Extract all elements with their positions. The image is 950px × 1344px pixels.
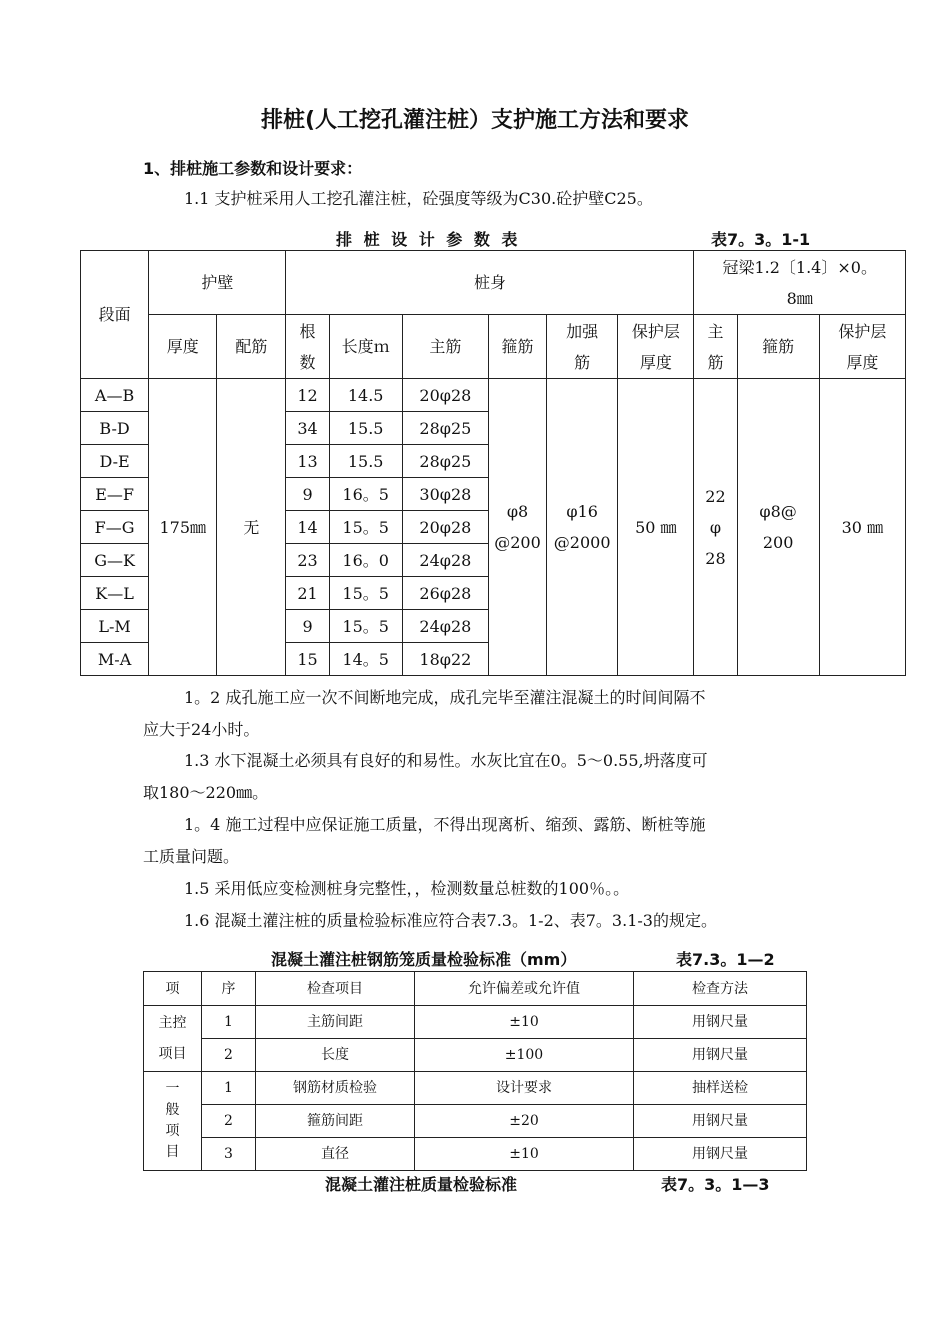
group-general	[144, 1072, 202, 1171]
header-cover-line2: 厚度	[639, 352, 672, 372]
cell-allowance: 设计要求	[415, 1072, 634, 1105]
cell-count: 13	[286, 445, 329, 478]
section-heading: 1、排桩施工参数和设计要求：	[143, 159, 363, 178]
pile-design-table	[80, 250, 906, 676]
header-strength-bar	[547, 315, 618, 379]
cell-length: 15。5	[329, 610, 402, 643]
cell-wall-thickness: 175㎜	[149, 379, 217, 676]
cell-count: 15	[286, 643, 329, 676]
header-seq: 序	[202, 972, 256, 1006]
cell-beam-main-line3: 28	[705, 548, 726, 568]
cell-method: 用钢尺量	[634, 1039, 807, 1072]
cell-cover: 50 ㎜	[618, 379, 694, 676]
table-row	[144, 1138, 807, 1171]
cell-allowance: ±20	[415, 1105, 634, 1138]
cell-section: B-D	[81, 412, 149, 445]
cell-check-item: 箍筋间距	[256, 1105, 415, 1138]
header-cover	[618, 315, 694, 379]
header-item: 项	[144, 972, 202, 1006]
cell-length: 14。5	[329, 643, 402, 676]
paragraph-1-5: 1.5 采用低应变检测桩身完整性，，检测数量总桩数的100％。。	[184, 879, 630, 898]
cell-main-bar: 20φ28	[402, 379, 488, 412]
cell-length: 15。5	[329, 577, 402, 610]
table1-caption: 排 桩 设 计 参 数 表	[336, 230, 521, 249]
cell-count: 23	[286, 544, 329, 577]
cell-length: 16。0	[329, 544, 402, 577]
cell-main-bar: 24φ28	[402, 544, 488, 577]
cell-check-item: 直径	[256, 1138, 415, 1171]
cell-check-item: 钢筋材质检验	[256, 1072, 415, 1105]
header-beam-stirrup: 箍筋	[737, 315, 819, 379]
cell-length: 16。5	[329, 478, 402, 511]
cell-allowance: ±100	[415, 1039, 634, 1072]
cell-wall-rebar: 无	[217, 379, 286, 676]
cell-method: 用钢尺量	[634, 1138, 807, 1171]
cell-main-bar: 18φ22	[402, 643, 488, 676]
paragraph-1-2-line1: 1。2 成孔施工应一次不间断地完成，成孔完毕至灌注混凝土的时间间隔不	[184, 688, 706, 707]
table3-caption: 混凝土灌注桩质量检验标准	[325, 1175, 518, 1194]
cell-beam-stirrup-line1: φ8@	[759, 502, 797, 521]
cell-main-bar: 28φ25	[402, 445, 488, 478]
cell-strength-line1: φ16	[566, 502, 598, 521]
cell-main-bar: 28φ25	[402, 412, 488, 445]
header-section: 段面	[81, 251, 149, 379]
group-general-line1: 一	[165, 1081, 180, 1097]
group-main-control-line2: 项目	[158, 1045, 187, 1062]
cell-length: 14.5	[329, 379, 402, 412]
group-main-control	[144, 1006, 202, 1072]
header-length: 长度ｍ	[329, 315, 402, 379]
header-stirrup: 箍筋	[488, 315, 546, 379]
cell-seq: 3	[202, 1138, 256, 1171]
cell-allowance: ±10	[415, 1006, 634, 1039]
cell-section: D-E	[81, 445, 149, 478]
cell-section: K—L	[81, 577, 149, 610]
cell-section: E—F	[81, 478, 149, 511]
cell-seq: 1	[202, 1006, 256, 1039]
cell-section: G—K	[81, 544, 149, 577]
cell-stirrup	[488, 379, 546, 676]
table-row	[144, 1006, 807, 1039]
group-general-line3: 项	[165, 1123, 180, 1139]
cell-strength-bar	[547, 379, 618, 676]
paragraph-1-2-line2: 应大于24小时。	[143, 720, 260, 739]
cell-beam-main	[694, 379, 737, 676]
cell-count: 21	[286, 577, 329, 610]
cell-method: 抽样送检	[634, 1072, 807, 1105]
header-beam-main-line2: 筋	[707, 352, 724, 372]
cell-count: 12	[286, 379, 329, 412]
paragraph-1-3-line2: 取180～220㎜。	[143, 783, 269, 802]
cell-count: 34	[286, 412, 329, 445]
paragraph-1-1: 1.1 支护桩采用人工挖孔灌注桩，砼强度等级为C30.砼护壁C25。	[184, 189, 653, 208]
group-general-line4: 目	[165, 1144, 180, 1160]
cell-beam-main-line1: 22	[705, 486, 726, 506]
table2-caption: 混凝土灌注桩钢筋笼质量检验标准（mm）	[271, 950, 577, 969]
header-wall: 护壁	[149, 251, 286, 315]
header-crown-beam-line2: 8㎜	[786, 288, 813, 308]
cell-main-bar: 26φ28	[402, 577, 488, 610]
header-beam-main	[694, 315, 737, 379]
cell-main-bar: 30φ28	[402, 478, 488, 511]
header-beam-cover	[819, 315, 905, 379]
cell-count: 9	[286, 478, 329, 511]
cell-main-bar: 24φ28	[402, 610, 488, 643]
header-beam-main-line1: 主	[707, 321, 724, 341]
cell-method: 用钢尺量	[634, 1105, 807, 1138]
header-beam-cover-line1: 保护层	[838, 321, 887, 341]
cell-length: 15.5	[329, 445, 402, 478]
header-count-line2: 数	[299, 352, 316, 372]
header-thickness: 厚度	[149, 315, 217, 379]
cell-check-item: 长度	[256, 1039, 415, 1072]
header-main-bar: 主筋	[402, 315, 488, 379]
cell-stirrup-line1: φ8	[506, 502, 529, 521]
cell-section: A—B	[81, 379, 149, 412]
paragraph-1-4-line1: 1。4 施工过程中应保证施工质量，不得出现离析、缩颈、露筋、断桩等施	[184, 815, 706, 834]
header-strength-line1: 加强	[566, 321, 599, 341]
cell-beam-cover: 30 ㎜	[819, 379, 905, 676]
cell-allowance: ±10	[415, 1138, 634, 1171]
header-crown-beam-line1: 冠梁1.2〔1.4〕×0。	[722, 257, 877, 277]
cell-section: L-M	[81, 610, 149, 643]
table1-number: 表7。3。1-1	[711, 230, 811, 249]
table-row	[144, 1105, 807, 1138]
document-title: 排桩(人工挖孔灌注桩）支护施工方法和要求	[260, 108, 690, 133]
cell-main-bar: 20φ28	[402, 511, 488, 544]
header-count	[286, 315, 329, 379]
cell-beam-stirrup-line2: 200	[762, 533, 794, 552]
header-rebar: 配筋	[217, 315, 286, 379]
table3-number: 表7。3。1—3	[661, 1175, 770, 1194]
cell-method: 用钢尺量	[634, 1006, 807, 1039]
header-crown-beam	[694, 251, 906, 315]
table2-number: 表7.3。1—2	[676, 950, 775, 969]
cell-section: M-A	[81, 643, 149, 676]
paragraph-1-4-line2: 工质量问题。	[143, 847, 240, 866]
cell-beam-stirrup	[737, 379, 819, 676]
header-allowance: 允许偏差或允许值	[415, 972, 634, 1006]
paragraph-1-3-line1: 1.3 水下混凝土必须具有良好的和易性。水灰比宜在0。5～0.55,坍落度可	[184, 751, 708, 770]
header-strength-line2: 筋	[574, 352, 591, 372]
header-count-line1: 根	[299, 321, 316, 341]
cell-check-item: 主筋间距	[256, 1006, 415, 1039]
cell-section: F—G	[81, 511, 149, 544]
group-main-control-line1: 主控	[158, 1014, 187, 1031]
header-pile-body: 桩身	[286, 251, 694, 315]
table-row	[144, 1039, 807, 1072]
cell-seq: 1	[202, 1072, 256, 1105]
header-method: 检查方法	[634, 972, 807, 1006]
cell-length: 15。5	[329, 511, 402, 544]
paragraph-1-6: 1.6 混凝土灌注桩的质量检验标准应符合表7.3。1-2、表7。3.1-3的规定。	[184, 911, 717, 930]
cell-seq: 2	[202, 1039, 256, 1072]
cell-seq: 2	[202, 1105, 256, 1138]
cell-strength-line2: @2000	[553, 533, 611, 552]
header-check-item: 检查项目	[256, 972, 415, 1006]
table-row	[144, 1072, 807, 1105]
cell-stirrup-line2: @200	[494, 533, 541, 552]
group-general-line2: 般	[165, 1102, 180, 1118]
cell-beam-main-line2: φ	[709, 517, 722, 537]
rebar-cage-inspection-table	[143, 971, 807, 1171]
header-cover-line1: 保护层	[631, 321, 680, 341]
table-row	[81, 379, 906, 412]
cell-length: 15.5	[329, 412, 402, 445]
cell-count: 14	[286, 511, 329, 544]
cell-count: 9	[286, 610, 329, 643]
header-beam-cover-line2: 厚度	[846, 352, 879, 372]
